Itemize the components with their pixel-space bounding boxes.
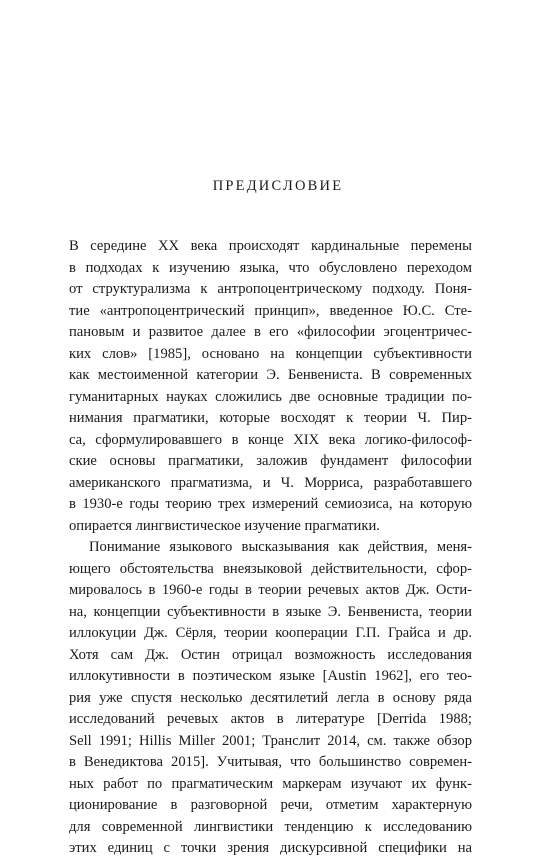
text-line: в 1930-е годы теорию трех измерений семиозиса, на которую — [69, 496, 472, 512]
text-line: В середине XX века происходят кардинальные перемены — [69, 238, 472, 254]
text-line: в подходах к изучению языка, что обусловлено переходом — [69, 259, 472, 276]
text-line: гуманитарных науках сложились две основные традиции по- — [69, 388, 472, 405]
text-line: иллокутивности в поэтическом языке [Austin 1962], его тео- — [69, 668, 472, 684]
text-line: исследований речевых актов в литературе [Derrida 1988; — [69, 711, 472, 727]
text-line: Понимание языкового высказывания как действия, меня- — [89, 539, 472, 555]
text-line: пановым и развитое далее в его «философии эгоцентричес- — [69, 324, 472, 340]
text-line: для современной лингвистики тенденцию к исследованию — [69, 818, 472, 835]
text-line: ские основы прагматики, заложив фундамент философии — [69, 453, 472, 469]
paragraph-2 — [69, 537, 472, 860]
text-line: ных работ по прагматическим маркерам изучают их функ- — [69, 775, 472, 792]
text-line: Sell 1991; Hillis Miller 2001; Транслит 2014, см. также обзор — [69, 732, 472, 749]
text-line: американского прагматизма, и Ч. Морриса, разработавшего — [69, 474, 472, 491]
text-line: этих единиц с точки зрения дискурсивной специфики на — [69, 840, 472, 856]
text-line: в Венедиктова 2015]. Учитывая, что большинство современ- — [69, 754, 472, 770]
text-line: мировалось в 1960-е годы в теории речевых актов Дж. Ости- — [69, 582, 472, 598]
text-line: как местоименной категории Э. Бенвениста. В современных — [69, 367, 472, 383]
paragraph-1 — [69, 236, 472, 537]
page-title: ПРЕДИСЛОВИЕ — [212, 178, 344, 194]
text-line: ющего обстоятельства внеязыковой действительности, сфор- — [69, 560, 472, 577]
body-text — [69, 236, 472, 860]
text-line: опирается лингвистическое изучение прагматики. — [69, 517, 380, 534]
text-line: ких слов» [1985], основано на концепции субъективности — [69, 345, 472, 362]
text-line: на, концепции субъективности в языке Э. Бенвениста, теории — [69, 603, 472, 620]
text-line: рия уже спустя несколько десятилетий легла в основу ряда — [69, 689, 472, 706]
text-line: от структурализма к антропоцентрическому подходу. Поня- — [69, 281, 472, 297]
text-line: иллокуции Дж. Сёрля, теории кооперации Г.П. Грайса и др. — [69, 625, 472, 641]
text-line: нимания прагматики, которые восходят к теории Ч. Пир- — [69, 410, 472, 426]
text-line: тие «антропоцентрический принцип», введенное Ю.С. Сте- — [69, 302, 472, 319]
text-line: са, сформулировавшего в конце XIX века логико-философ- — [69, 431, 472, 448]
text-line: Хотя сам Дж. Остин отрицал возможность исследования — [69, 646, 472, 663]
text-line: ционирование в разговорной речи, отметим характерную — [69, 797, 472, 813]
